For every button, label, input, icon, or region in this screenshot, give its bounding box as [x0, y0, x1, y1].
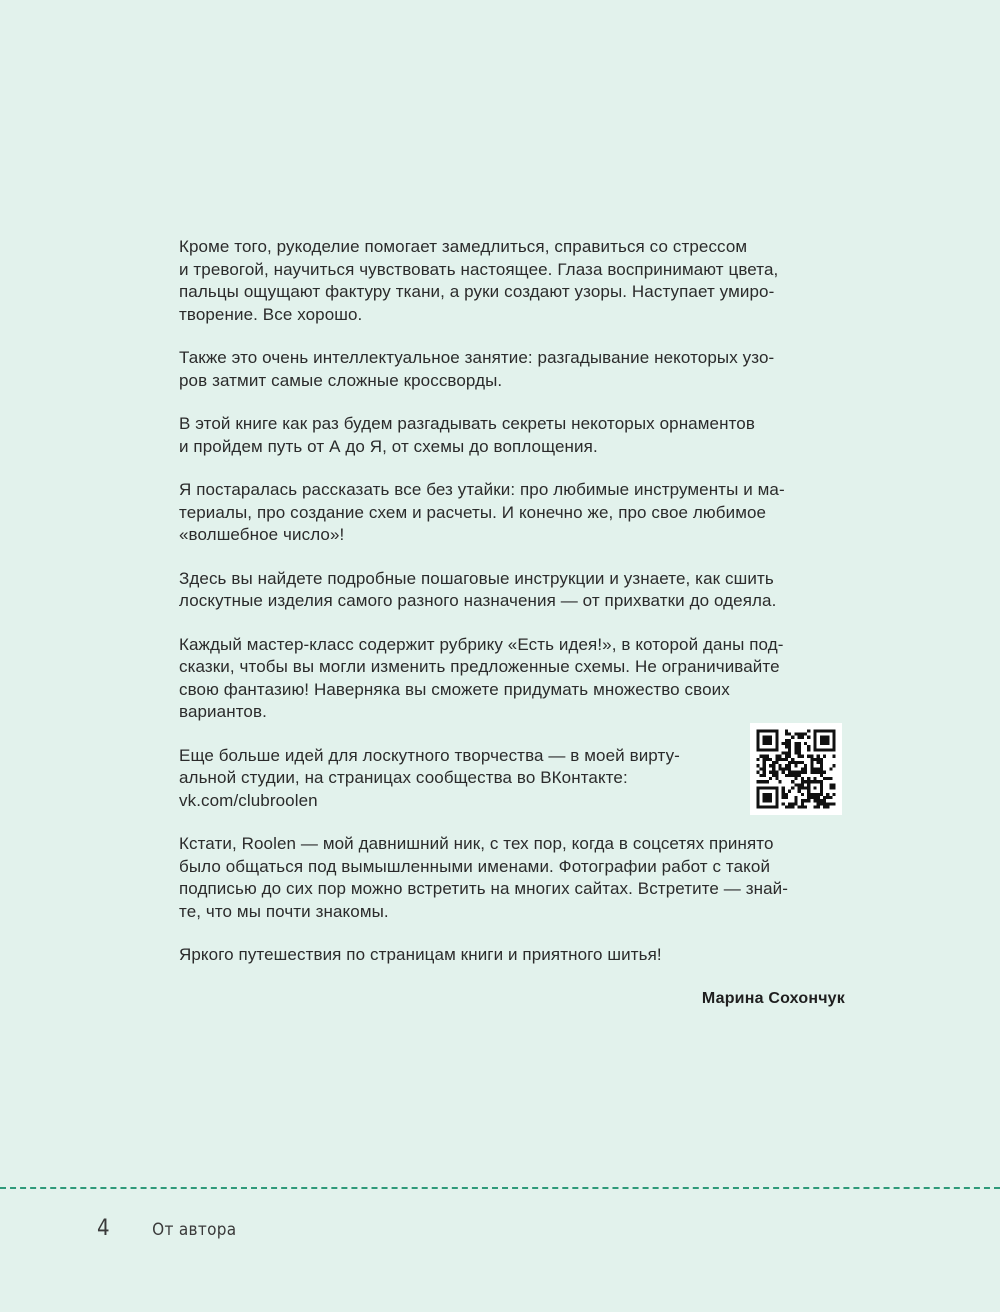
author-signature: Марина Сохончук: [701, 990, 845, 1007]
qr-code-icon[interactable]: [750, 723, 842, 815]
page-footer: [97, 1216, 236, 1241]
text-line: пальцы ощущают фактуру ткани, а руки создают узоры. Наступает умиро-: [179, 282, 775, 301]
text-line: сказки, чтобы вы могли изменить предложенные схемы. Не ограничивайте: [179, 657, 780, 676]
paragraph: [179, 479, 844, 547]
paragraph: [179, 236, 844, 326]
text-line: В этой книге как раз будем разгадывать секреты некоторых орнаментов: [179, 414, 755, 433]
text-line: альной студии, на страницах сообщества во ВКонтакте:: [179, 768, 628, 787]
vk-link[interactable]: vk.com/clubroolen: [179, 790, 318, 810]
paragraph: [179, 634, 844, 724]
text-line: Кстати, Roolen — мой давнишний ник, с тех пор, когда в соцсетях принято: [179, 834, 774, 853]
text-line: подписью до сих пор можно встретить на многих сайтах. Встретите — знай-: [179, 879, 789, 898]
text-line: Также это очень интеллектуальное занятие: разгадывание некоторых узо-: [179, 348, 775, 367]
text-line: Я постаралась рассказать все без утайки: про любимые инструменты и ма-: [179, 480, 785, 499]
text-line: и тревогой, научиться чувствовать настоящее. Глаза воспринимают цвета,: [179, 259, 779, 279]
section-title: От автора: [152, 1220, 237, 1240]
paragraph: [179, 347, 844, 392]
text-line: Яркого путешествия по страницам книги и приятного шитья!: [179, 945, 662, 964]
paragraph: [179, 568, 844, 613]
text-line: Еще больше идей для лоскутного творчества — в моей вирту-: [179, 745, 680, 765]
text-line: те, что мы почти знакомы.: [179, 901, 389, 921]
page-number: 4: [97, 1216, 110, 1241]
text-line: вариантов.: [179, 702, 267, 721]
text-line: Здесь вы найдете подробные пошаговые инструкции и узнаете, как сшить: [179, 568, 774, 588]
text-line: свою фантазию! Наверняка вы сможете придумать множество своих: [179, 679, 730, 699]
paragraph: [179, 413, 844, 458]
footer-divider: [0, 1187, 1000, 1189]
paragraph-community: [179, 745, 844, 813]
text-line: творение. Все хорошо.: [179, 304, 363, 324]
text-line: Кроме того, рукоделие помогает замедлиться, справиться со стрессом: [179, 237, 748, 256]
main-text: [179, 236, 844, 988]
text-line: «волшебное число»!: [179, 525, 345, 544]
paragraph: [179, 944, 844, 967]
text-line: и пройдем путь от А до Я, от схемы до воплощения.: [179, 436, 598, 456]
text-line: териалы, про создание схем и расчеты. И конечно же, про свое любимое: [179, 502, 767, 522]
text-line: Каждый мастер-класс содержит рубрику «Есть идея!», в которой даны под-: [179, 634, 784, 654]
text-line: лоскутные изделия самого разного назначения — от прихватки до одеяла.: [179, 591, 777, 610]
text-line: было общаться под вымышленными именами. Фотографии работ с такой: [179, 856, 771, 876]
qr-code-graphic: [750, 723, 842, 815]
paragraph: [179, 833, 844, 923]
text-line: ров затмит самые сложные кроссворды.: [179, 370, 503, 390]
